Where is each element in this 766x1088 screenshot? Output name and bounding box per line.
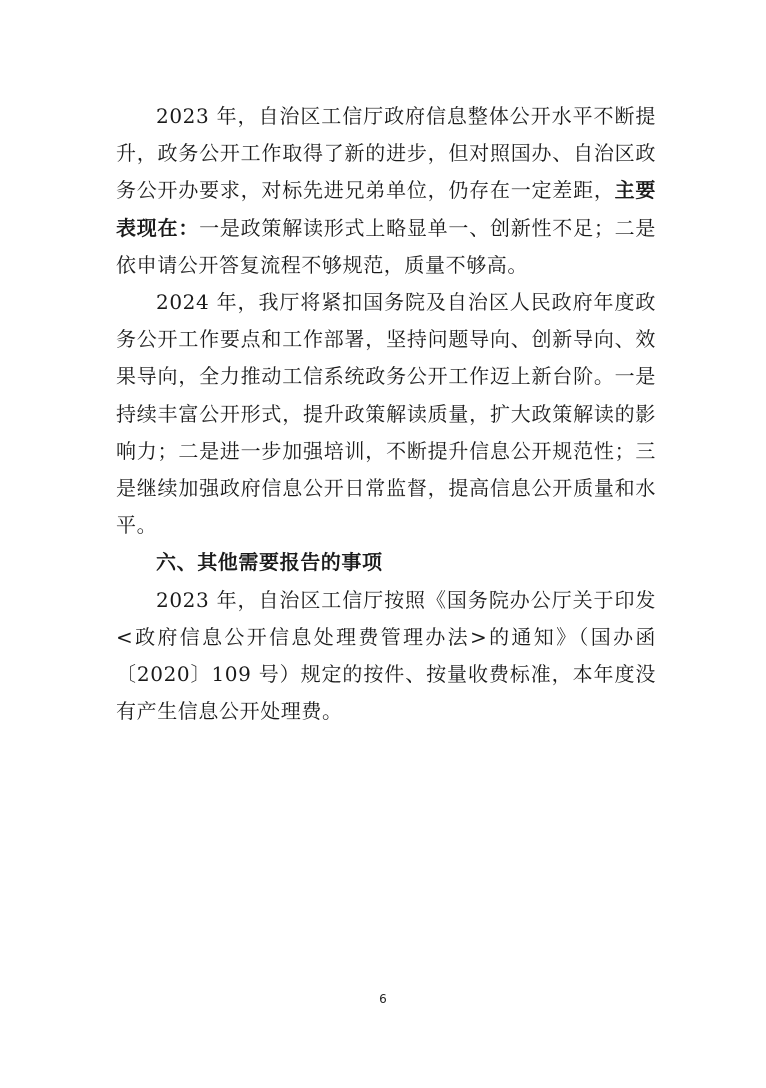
paragraph-1-text-before: 2023 年，自治区工信厅政府信息整体公开水平不断提升，政务公开工作取得了新的进步，但对照国办、自治区政务公开办要求，对标先进兄弟单位，仍存在一定差距， bbox=[116, 104, 656, 203]
page-number: 6 bbox=[379, 992, 387, 1006]
paragraph-1-text-after: 一是政策解读形式上略显单一、创新性不足；二是依申请公开答复流程不够规范，质量不够高。 bbox=[116, 215, 656, 277]
paragraph-3: 2023 年，自治区工信厅按照《国务院办公厅关于印发<政府信息公开信息处理费管理办法>的通知》（国办函〔2020〕109 号）规定的按件、按量收费标准，本年度没有产生信息公开处理费。 bbox=[116, 587, 656, 724]
section-heading: 六、其他需要报告的事项 bbox=[156, 550, 383, 575]
document-body bbox=[116, 98, 656, 730]
paragraph-1 bbox=[116, 98, 656, 284]
paragraph-2: 2024 年，我厅将紧扣国务院及自治区人民政府年度政务公开工作要点和工作部署，坚持问题导向、创新导向、效果导向，全力推动工信系统政务公开工作迈上新台阶。一是持续丰富公开形式，提升政策解读质量，扩大政策解读的影响力；二是进一步加强培训，不断提升信息公开规范性；三是继续加强政府信息公开日常监督，提高信息公开质量和水平。 bbox=[116, 290, 656, 538]
paragraph-1-bold-text: 主要表现在： bbox=[116, 178, 657, 240]
